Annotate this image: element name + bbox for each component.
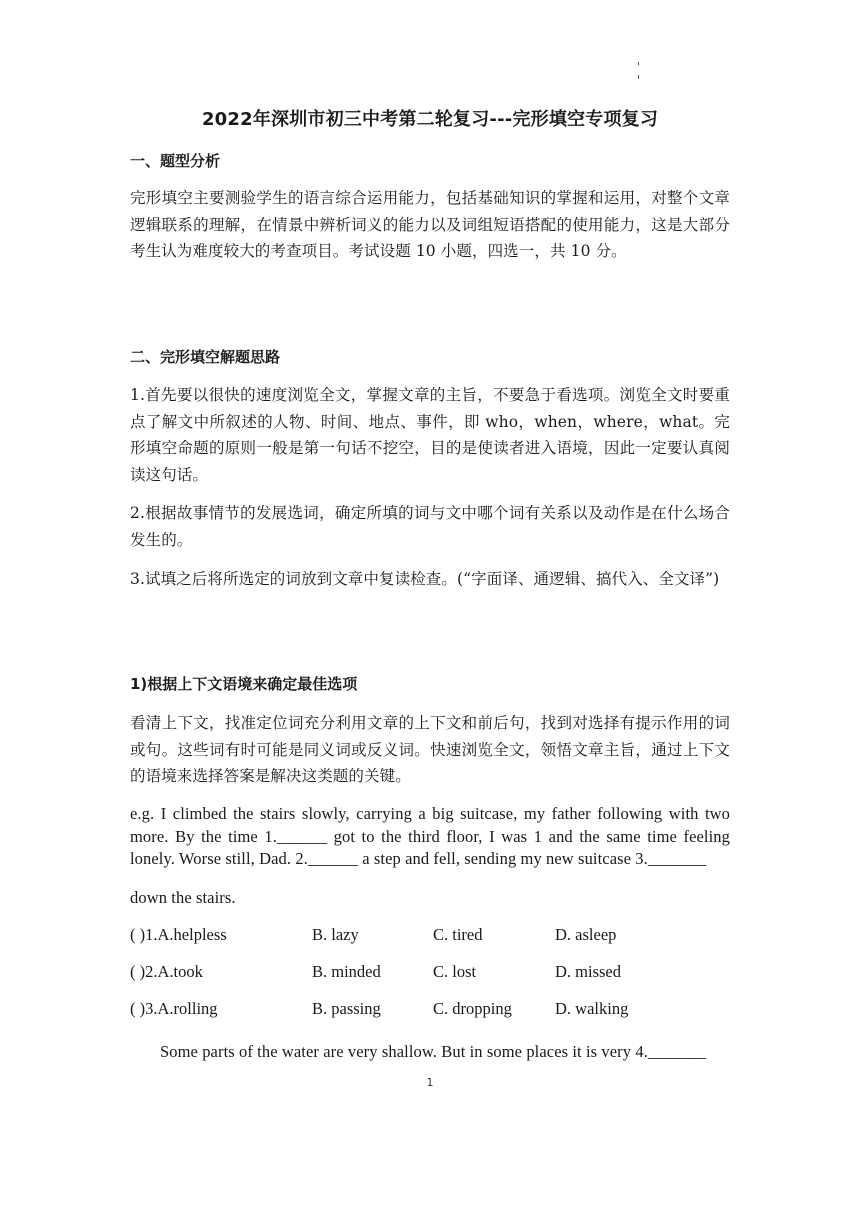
question-options-row (130, 962, 730, 984)
example-passage: e.g. I climbed the stairs slowly, carrying a big suitcase, my father following with two more. By the time 1.______ got to the third floor, I was 1 and the same time feeling lonely. Worse still, Dad. 2.______ a step and fell, sending my new suitcase 3._______ (130, 804, 730, 868)
option-c: C. tired (433, 925, 483, 944)
option-a: ( )1.A.helpless (130, 925, 227, 944)
paragraph-context: 看清上下文，找准定位词充分利用文章的上下文和前后句，找到对选择有提示作用的词或句。这些词有时可能是同义词或反义词。快速浏览全文，领悟文章主旨，通过上下文的语境来选择答案是解决这类题的关键。 (130, 714, 730, 785)
section-heading-question-analysis: 一、题型分析 (130, 152, 221, 170)
paragraph-step-1: 1.首先要以很快的速度浏览全文，掌握文章的主旨，不要急于看选项。浏览全文时要重点了解文中所叙述的人物、时间、地点、事件，即 who，when，where，what。完形填空命题的原则一般是第一句话不挖空，目的是使读者进入语境，因此一定要认真阅读这句话。 (130, 386, 730, 484)
option-b: B. lazy (312, 925, 359, 944)
option-c: C. dropping (433, 999, 512, 1018)
option-a: ( )3.A.rolling (130, 999, 218, 1018)
option-c: C. lost (433, 962, 477, 981)
page-number: 1 (426, 1076, 434, 1089)
corner-marks (636, 62, 640, 82)
passage-start: Some parts of the water are very shallow. But in some places it is very 4._______ (160, 1042, 707, 1061)
option-b: B. passing (312, 999, 381, 1018)
option-d: D. walking (555, 999, 629, 1018)
option-d: D. missed (555, 962, 621, 981)
option-b: B. minded (312, 962, 381, 981)
document-title: 2022年深圳市初三中考第二轮复习---完形填空专项复习 (201, 109, 659, 130)
example-passage-end: down the stairs. (130, 888, 236, 907)
paragraph-step-2: 2.根据故事情节的发展选词，确定所填的词与文中哪个词有关系以及动作是在什么场合发生的。 (130, 504, 730, 549)
question-options-row (130, 999, 730, 1021)
option-a: ( )2.A.took (130, 962, 203, 981)
question-options-row (130, 925, 730, 947)
option-d: D. asleep (555, 925, 617, 944)
section-heading-context: 1)根据上下文语境来确定最佳选项 (130, 675, 358, 693)
paragraph-question-analysis: 完形填空主要测验学生的语言综合运用能力，包括基础知识的掌握和运用，对整个文章逻辑联系的理解，在情景中辨析词义的能力以及词组短语搭配的使用能力，这是大部分考生认为难度较大的考查项目。考试设题 10 小题，四选一，共 10 分。 (130, 189, 730, 260)
section-heading-solving-approach: 二、完形填空解题思路 (130, 348, 281, 366)
paragraph-step-3: 3.试填之后将所选定的词放到文章中复读检查。(“字面译、通逻辑、搞代入、全文译”) (130, 570, 720, 588)
